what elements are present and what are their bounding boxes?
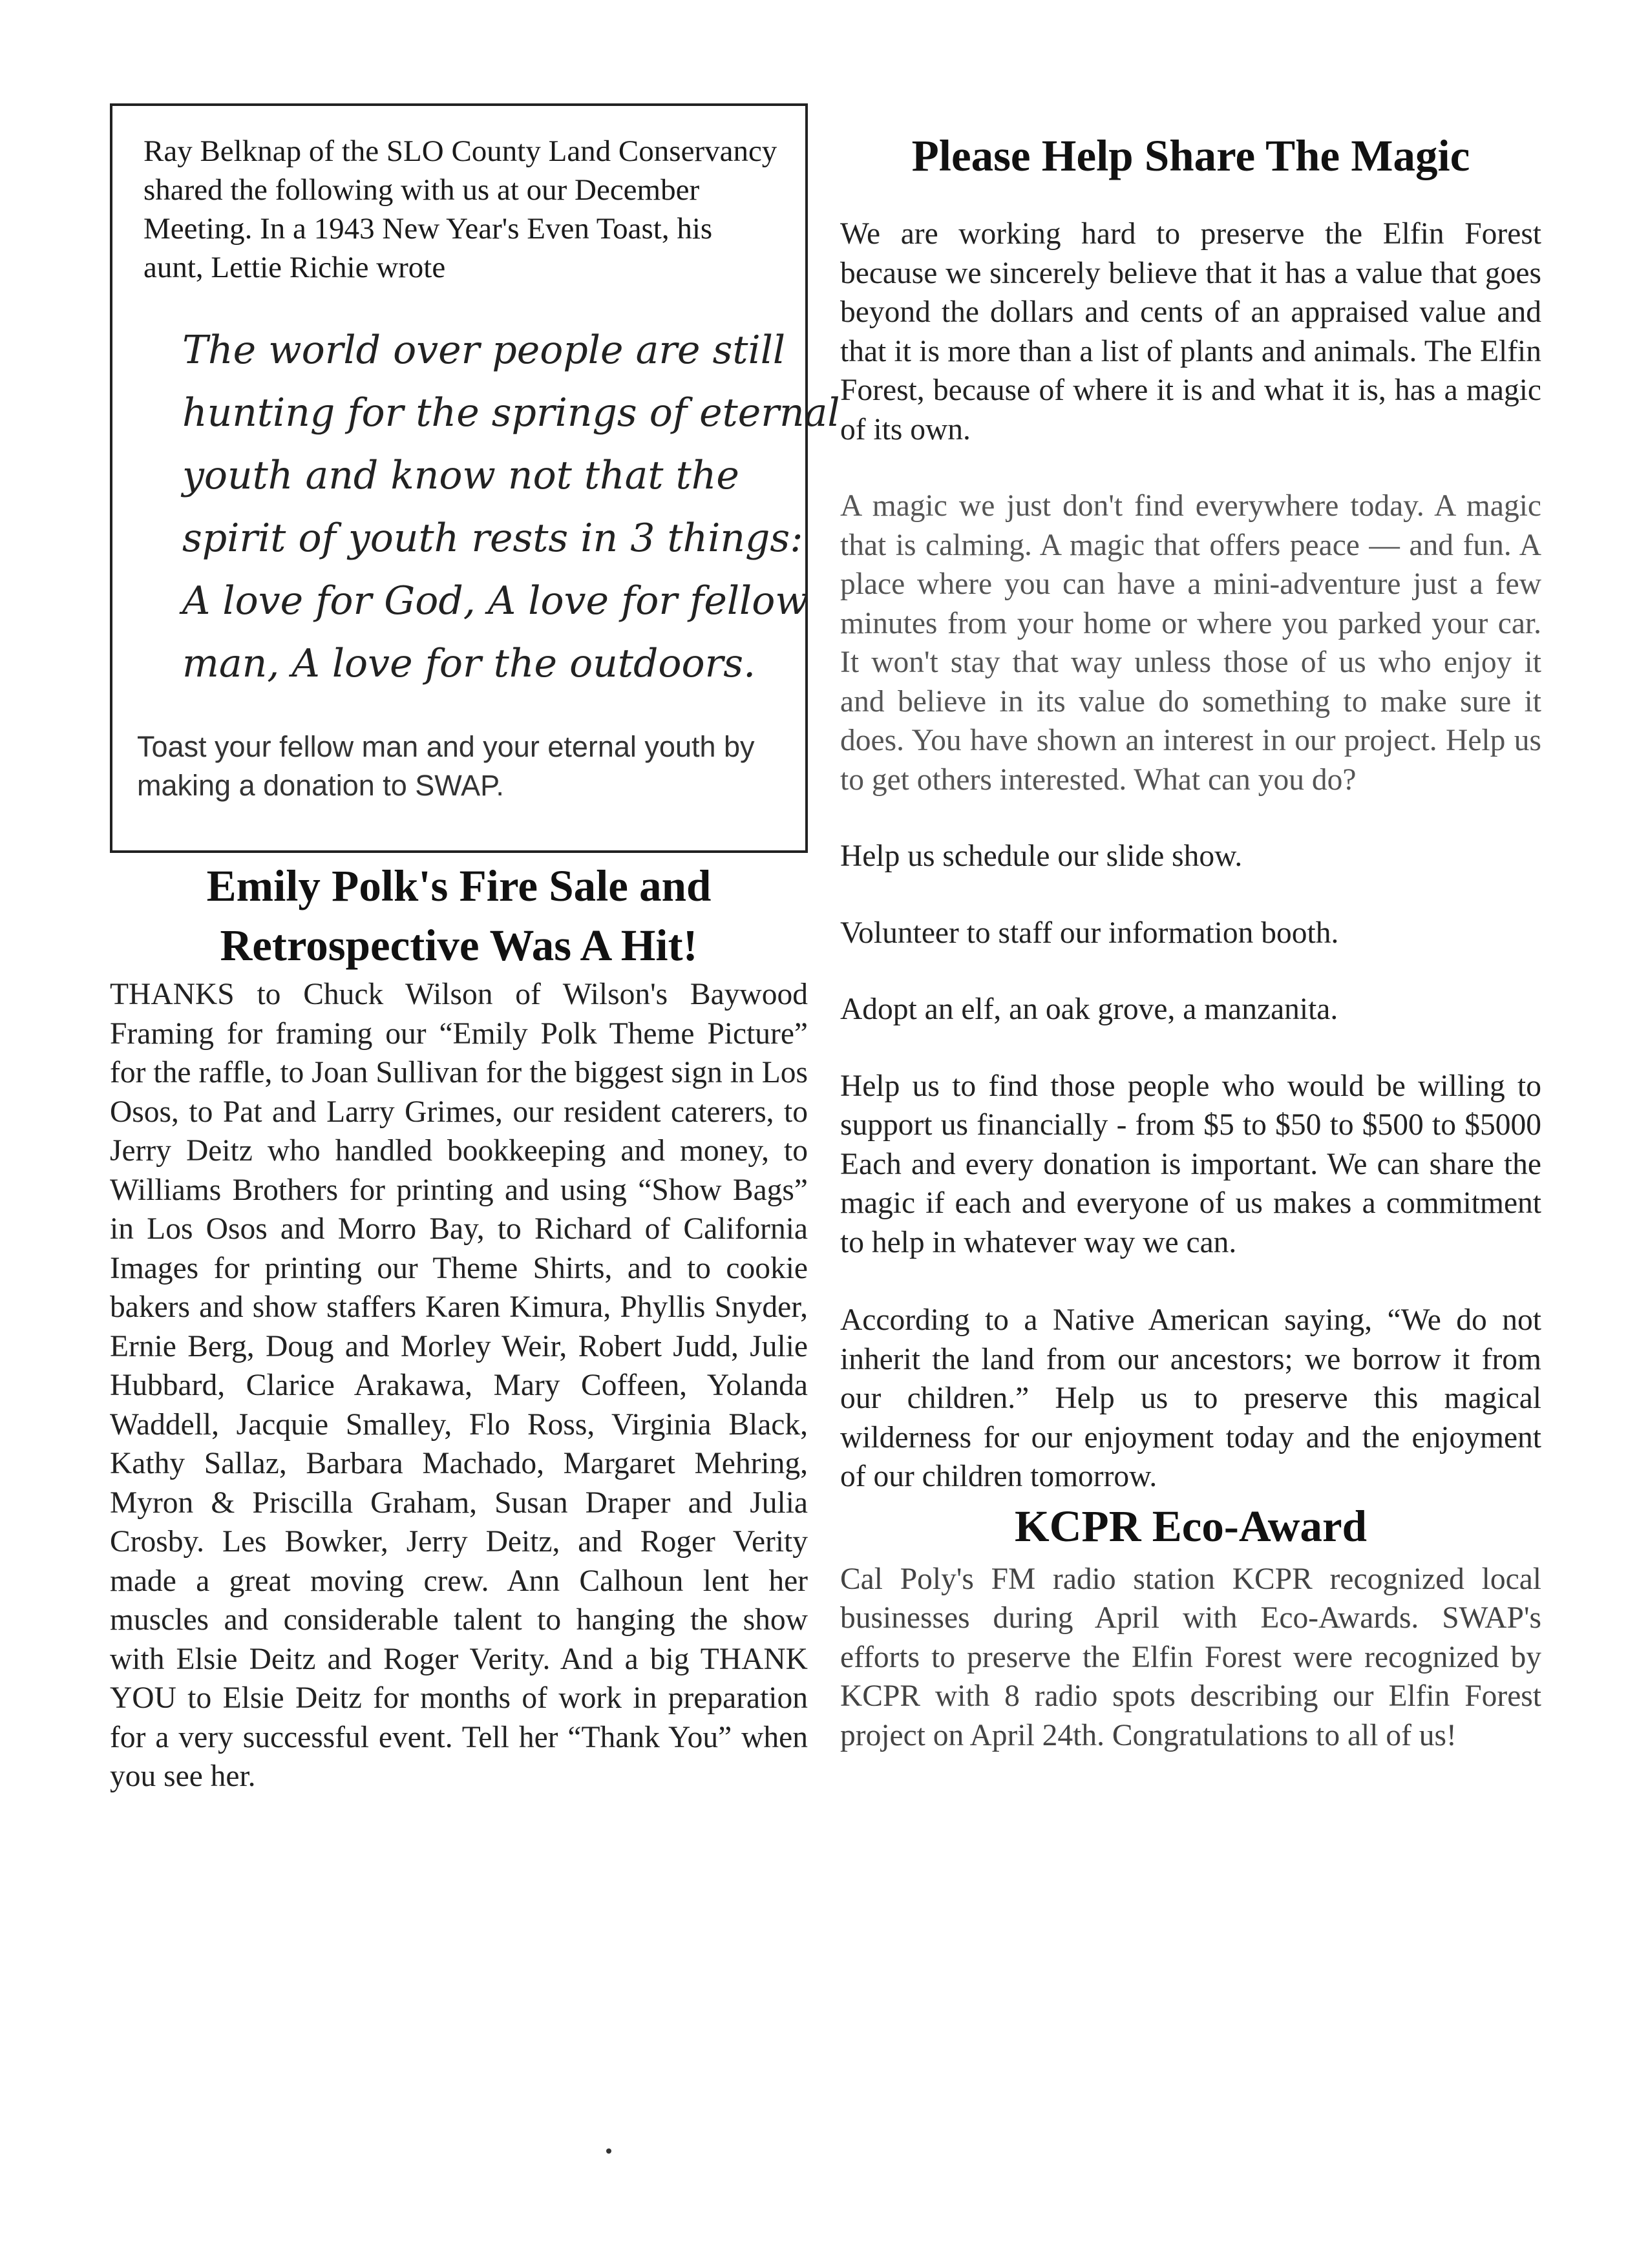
magic-headline: Please Help Share The Magic <box>911 131 1470 180</box>
poem-line: man, A love for the outdoors. <box>182 641 756 686</box>
emily-body: THANKS to Chuck Wilson of Wilson's Baywood Framing for framing our “Emily Polk Theme Picture” for the raffle, to Joan Sullivan for the biggest sign in Los Osos, to Pat and Larry Grimes, our resident caterers, to Jerry Deitz who handled bookkeeping and money, to Williams Brothers for printing and using “Show Bags” in Los Osos and Morro Bay, to Richard of California Images for printing our Theme Shirts, and to cookie bakers and show staffers Karen Kimura, Phyllis Snyder, Ernie Berg, Doug and Morley Weir, Robert Judd, Julie Hubbard, Clarice Arakawa, Mary Coffeen, Yolanda Waddell, Jacquie Smalley, Flo Ross, Virginia Black, Kathy Sallaz, Barbara Machado, Margaret Mehring, Myron & Priscilla Graham, Susan Draper and Julia Crosby. Les Bowker, Jerry Deitz, and Roger Verity made a great moving crew. Ann Calhoun lent her muscles and considerable talent to hanging the show with Elsie Deitz and Roger Verity. And a big THANK YOU to Elsie Deitz for months of work in preparation for a very successful event. Tell her “Thank You” when you see her. <box>110 978 808 1793</box>
kcpr-headline: KCPR Eco-Award <box>1015 1501 1367 1551</box>
quote-box <box>110 103 840 853</box>
poem-line: youth and know not that the <box>182 453 739 498</box>
poem-line: The world over people are still <box>182 328 786 373</box>
scan-speck <box>606 2148 611 2154</box>
toast-text: Toast your fellow man and your eternal youth by making a donation to SWAP. <box>137 730 755 802</box>
quote-intro: Ray Belknap of the SLO County Land Conservancy shared the following with us at our December Meeting. In a 1943 New Year's Even Toast, his aunt, Lettie Richie wrote <box>143 134 777 284</box>
poem-line: hunting for the springs of eternal <box>182 390 840 436</box>
emily-headline-line2: Retrospective Was A Hit! <box>220 921 698 970</box>
poem-line: A love for God, A love for fellow <box>182 578 808 624</box>
magic-paragraph: We are working hard to preserve the Elfin Forest because we sincerely believe that it has a value that goes beyond the dollars and cents of an appraised value and that it is more than a list of plants and animals. The Elfin Forest, because of where it is and what it is, has a magic of its own. <box>840 217 1541 446</box>
emily-headline <box>110 856 808 975</box>
magic-paragraph: A magic we just don't find everywhere today. A magic that is calming. A magic that offers peace — and fun. A place where you can have a mini-adventure just a few minutes from your home or where you parked your car. It won't stay that way unless those of us who enjoy it and believe in its value do something to make sure it does. You have shown an interest in our project. Help us to get others interested. What can you do? <box>840 489 1541 797</box>
poem <box>182 319 840 695</box>
magic-paragraph: Help us to find those people who would be willing to support us financially - from $5 to $50 to $500 to $5000 Each and every donation is important. We can share the magic if each and everyone of us makes a commitment to help in whatever way we can. <box>840 1069 1541 1259</box>
magic-paragraph: Help us schedule our slide show. <box>840 839 1243 873</box>
emily-article <box>110 856 808 1796</box>
magic-article <box>840 126 1541 1755</box>
magic-paragraph: Adopt an elf, an oak grove, a manzanita. <box>840 992 1338 1026</box>
magic-paragraph: According to a Native American saying, “We do not inherit the land from our ancestors; we borrow it from our children.” Help us to preserve this magical wilderness for our enjoyment today and the enjoyment of our children tomorrow. <box>840 1303 1541 1493</box>
emily-headline-line1: Emily Polk's Fire Sale and <box>206 861 712 910</box>
poem-line: spirit of youth rests in 3 things: <box>182 516 803 561</box>
kcpr-body: Cal Poly's FM radio station KCPR recognized local businesses during April with Eco-Awards. SWAP's efforts to preserve the Elfin Forest were recognized by KCPR with 8 radio spots describing our Elfin Forest project on April 24th. Congratulations to all of us! <box>840 1562 1541 1752</box>
magic-paragraph: Volunteer to staff our information booth. <box>840 916 1339 950</box>
